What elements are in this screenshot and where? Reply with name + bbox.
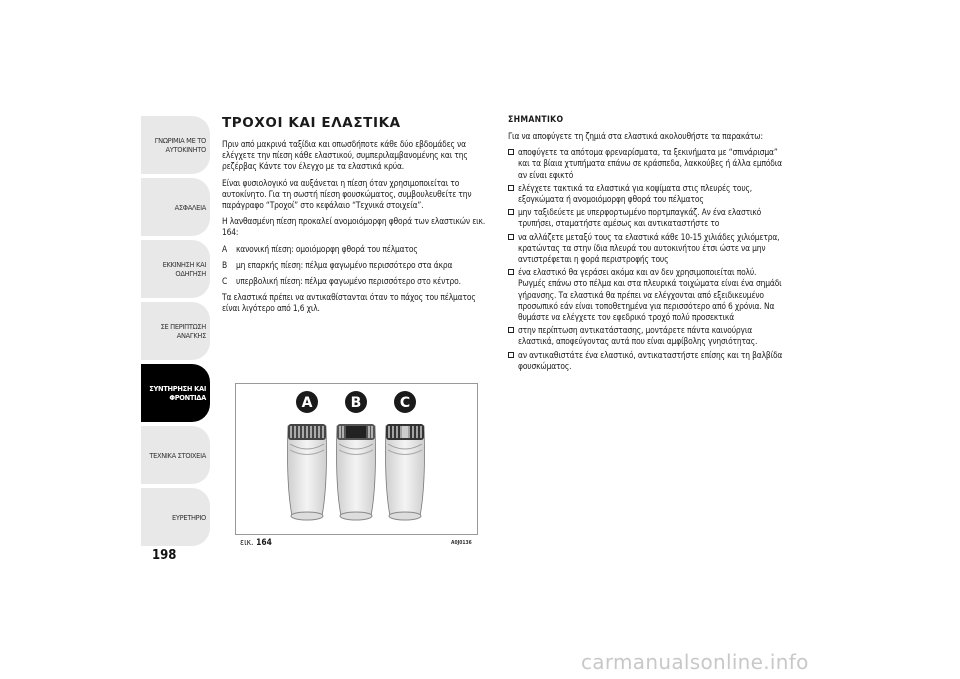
tire-a-icon	[288, 424, 327, 520]
tab-index[interactable]	[141, 488, 210, 546]
checkbox-bullet-icon	[508, 269, 514, 275]
bullet-text: να αλλάζετε μεταξύ τους τα ελαστικά κάθε 10-15 χιλιάδες χιλιόμετρα, κρατώντας τα στην ίδια πλευρά του αυτοκινήτου έτσι ώστε να μην αντιστρέφεται η φορά περιστροφής τους	[518, 231, 780, 265]
checkbox-bullet-icon	[508, 185, 514, 191]
list-item	[508, 267, 783, 323]
item-label: B	[222, 259, 228, 270]
tab-maintenance-care[interactable]	[141, 364, 210, 422]
important-intro: Για να αποφύγετε τη ζημιά στα ελαστικά ακολουθήστε τα παρακάτω:	[508, 131, 763, 141]
list-item	[508, 350, 783, 372]
tab-label: ΣΥΝΤΗΡΗΣΗ ΚΑΙ ΦΡΟΝΤΙΔΑ	[149, 384, 206, 402]
bullet-text: αποφύγετε τα απότομα φρεναρίσματα, τα ξεκινήματα με “σπινάρισμα” και τα βίαια χτυπήματα επάνω σε κράσπεδα, λακκούβες ή άλλα εμπόδια αν είναι εφικτό	[518, 147, 782, 180]
paragraph: Πριν από μακρινά ταξίδια και οπωσδήποτε κάθε δύο εβδομάδες να ελέγχετε την πίεση κάθε ελαστικού, συμπεριλαμβανομένης και της ρεζέρβας Κάντε τον έλεγχο με τα ελαστικά κρύα.	[222, 139, 468, 172]
list-item	[508, 207, 783, 229]
paragraph: Η λανθασμένη πίεση προκαλεί ανομοιόμορφη φθορά των ελαστικών εικ. 164:	[222, 216, 486, 238]
caption-prefix: εικ.	[240, 537, 254, 547]
bullet-text: μην ταξιδεύετε με υπερφορτωμένο πορτμπαγκάζ. Αν ένα ελαστικό τρυπήσει, σταματήστε αμέσως και αντικαταστήστε το	[518, 207, 762, 229]
marker-a-label: A	[301, 395, 313, 411]
tire-c-icon	[386, 424, 425, 520]
checkbox-bullet-icon	[508, 209, 514, 215]
tire-b-icon	[337, 424, 376, 520]
list-item	[508, 183, 783, 205]
figure-caption	[240, 537, 272, 547]
bullet-text: αν αντικαθιστάτε ένα ελαστικό, αντικαταστήστε επίσης και τη βαλβίδα φουσκώματος.	[518, 349, 783, 371]
marker-b	[345, 391, 367, 413]
important-column	[508, 115, 783, 374]
marker-b-label: B	[350, 395, 362, 411]
page-number: 198	[152, 548, 177, 563]
checkbox-bullet-icon	[508, 149, 514, 155]
item-text: κανονική πίεση: ομοιόμορφη φθορά του πέλματος	[236, 243, 418, 254]
bullet-text: ένα ελαστικό θα γεράσει ακόμα και αν δεν χρησιμοποιείται πολύ. Ρωγμές επάνω στο πέλμα και στα πλευρικά τοιχώματα είναι ένα σημάδι γήρανσης. Τα ελαστικά θα πρέπει να ελέγχονται από εξειδικευμένο προσωπικό εάν είναι τοποθετημένα για περισσότερο από 6 χρόνια. Να θυμάστε να ελέγχετε τον εφεδρικό τροχό πολύ προσεκτικά	[518, 267, 782, 323]
tab-label: ΤΕΧΝΙΚΑ ΣΤΟΙΧΕΙΑ	[149, 450, 206, 460]
bullet-text: στην περίπτωση αντικατάστασης, μοντάρετε πάντα καινούργια ελαστικά, αποφεύγοντας αυτά που είναι αμφίβολης γνησιότητας.	[518, 325, 758, 347]
tab-label: ΕΥΡΕΤΗΡΙΟ	[171, 512, 206, 522]
page-title: ΤΡΟΧΟΙ ΚΑΙ ΕΛΑΣΤΙΚΑ	[222, 115, 401, 131]
tire-wear-figure	[235, 383, 478, 535]
tire-illustration	[236, 384, 478, 535]
item-text: υπερβολική πίεση: πέλμα φαγωμένο περισσότερο στο κέντρο.	[236, 276, 461, 287]
marker-a	[296, 391, 318, 413]
item-label: A	[222, 243, 228, 254]
list-item	[222, 244, 492, 255]
marker-c	[394, 391, 416, 413]
item-text: μη επαρκής πίεση: πέλμα φαγωμένο περισσότερο στα άκρα	[236, 259, 453, 270]
figure-code: A0J0136	[451, 540, 472, 546]
marker-c-label: C	[399, 395, 411, 411]
important-heading: ΣΗΜΑΝΤΙΚΟ	[508, 115, 564, 125]
tab-starting-driving[interactable]	[141, 240, 210, 298]
tab-label: ΓΝΩΡΙΜΙΑ ΜΕ ΤΟ ΑΥΤΟΚΙΝΗΤΟ	[154, 136, 206, 154]
watermark: carmanualsonline.info	[581, 650, 809, 674]
paragraph: Είναι φυσιολογικό να αυξάνεται η πίεση όταν χρησιμοποιείται το αυτοκίνητο. Για τη σωστή πίεση φουσκώματος, συμβουλευθείτε την παράγραφο “Τροχοί” στο κεφάλαιο “Τεχνικά στοιχεία”.	[222, 177, 472, 211]
tab-getting-to-know[interactable]	[141, 116, 210, 174]
main-column	[222, 115, 492, 320]
list-item	[508, 232, 783, 266]
tab-emergency[interactable]	[141, 302, 210, 360]
bullet-text: ελέγχετε τακτικά τα ελαστικά για κοψίματα στις πλευρές τους, εξογκώματα ή ανομοιόμορφη φθορά του πέλματος	[518, 182, 753, 205]
checkbox-bullet-icon	[508, 234, 514, 240]
tab-label: ΣΕ ΠΕΡΙΠΤΩΣΗ ΑΝΑΓΚΗΣ	[160, 322, 206, 340]
tab-technical-data[interactable]	[141, 426, 210, 484]
caption-number: 164	[256, 537, 272, 547]
tab-safety[interactable]	[141, 178, 210, 236]
checkbox-bullet-icon	[508, 327, 514, 333]
item-label: C	[222, 276, 228, 287]
list-item	[222, 276, 492, 287]
checkbox-bullet-icon	[508, 352, 514, 358]
list-item	[222, 260, 492, 271]
paragraph: Τα ελαστικά πρέπει να αντικαθίστανται όταν το πάχος του πέλματος είναι λιγότερο από 1,6 χιλ.	[222, 292, 476, 314]
list-item	[508, 325, 783, 347]
list-item	[508, 147, 783, 181]
tab-label: ΑΣΦΑΛΕΙΑ	[174, 202, 206, 212]
tab-label: ΕΚΚΙΝΗΣΗ ΚΑΙ ΟΔΗΓΗΣΗ	[162, 260, 206, 278]
